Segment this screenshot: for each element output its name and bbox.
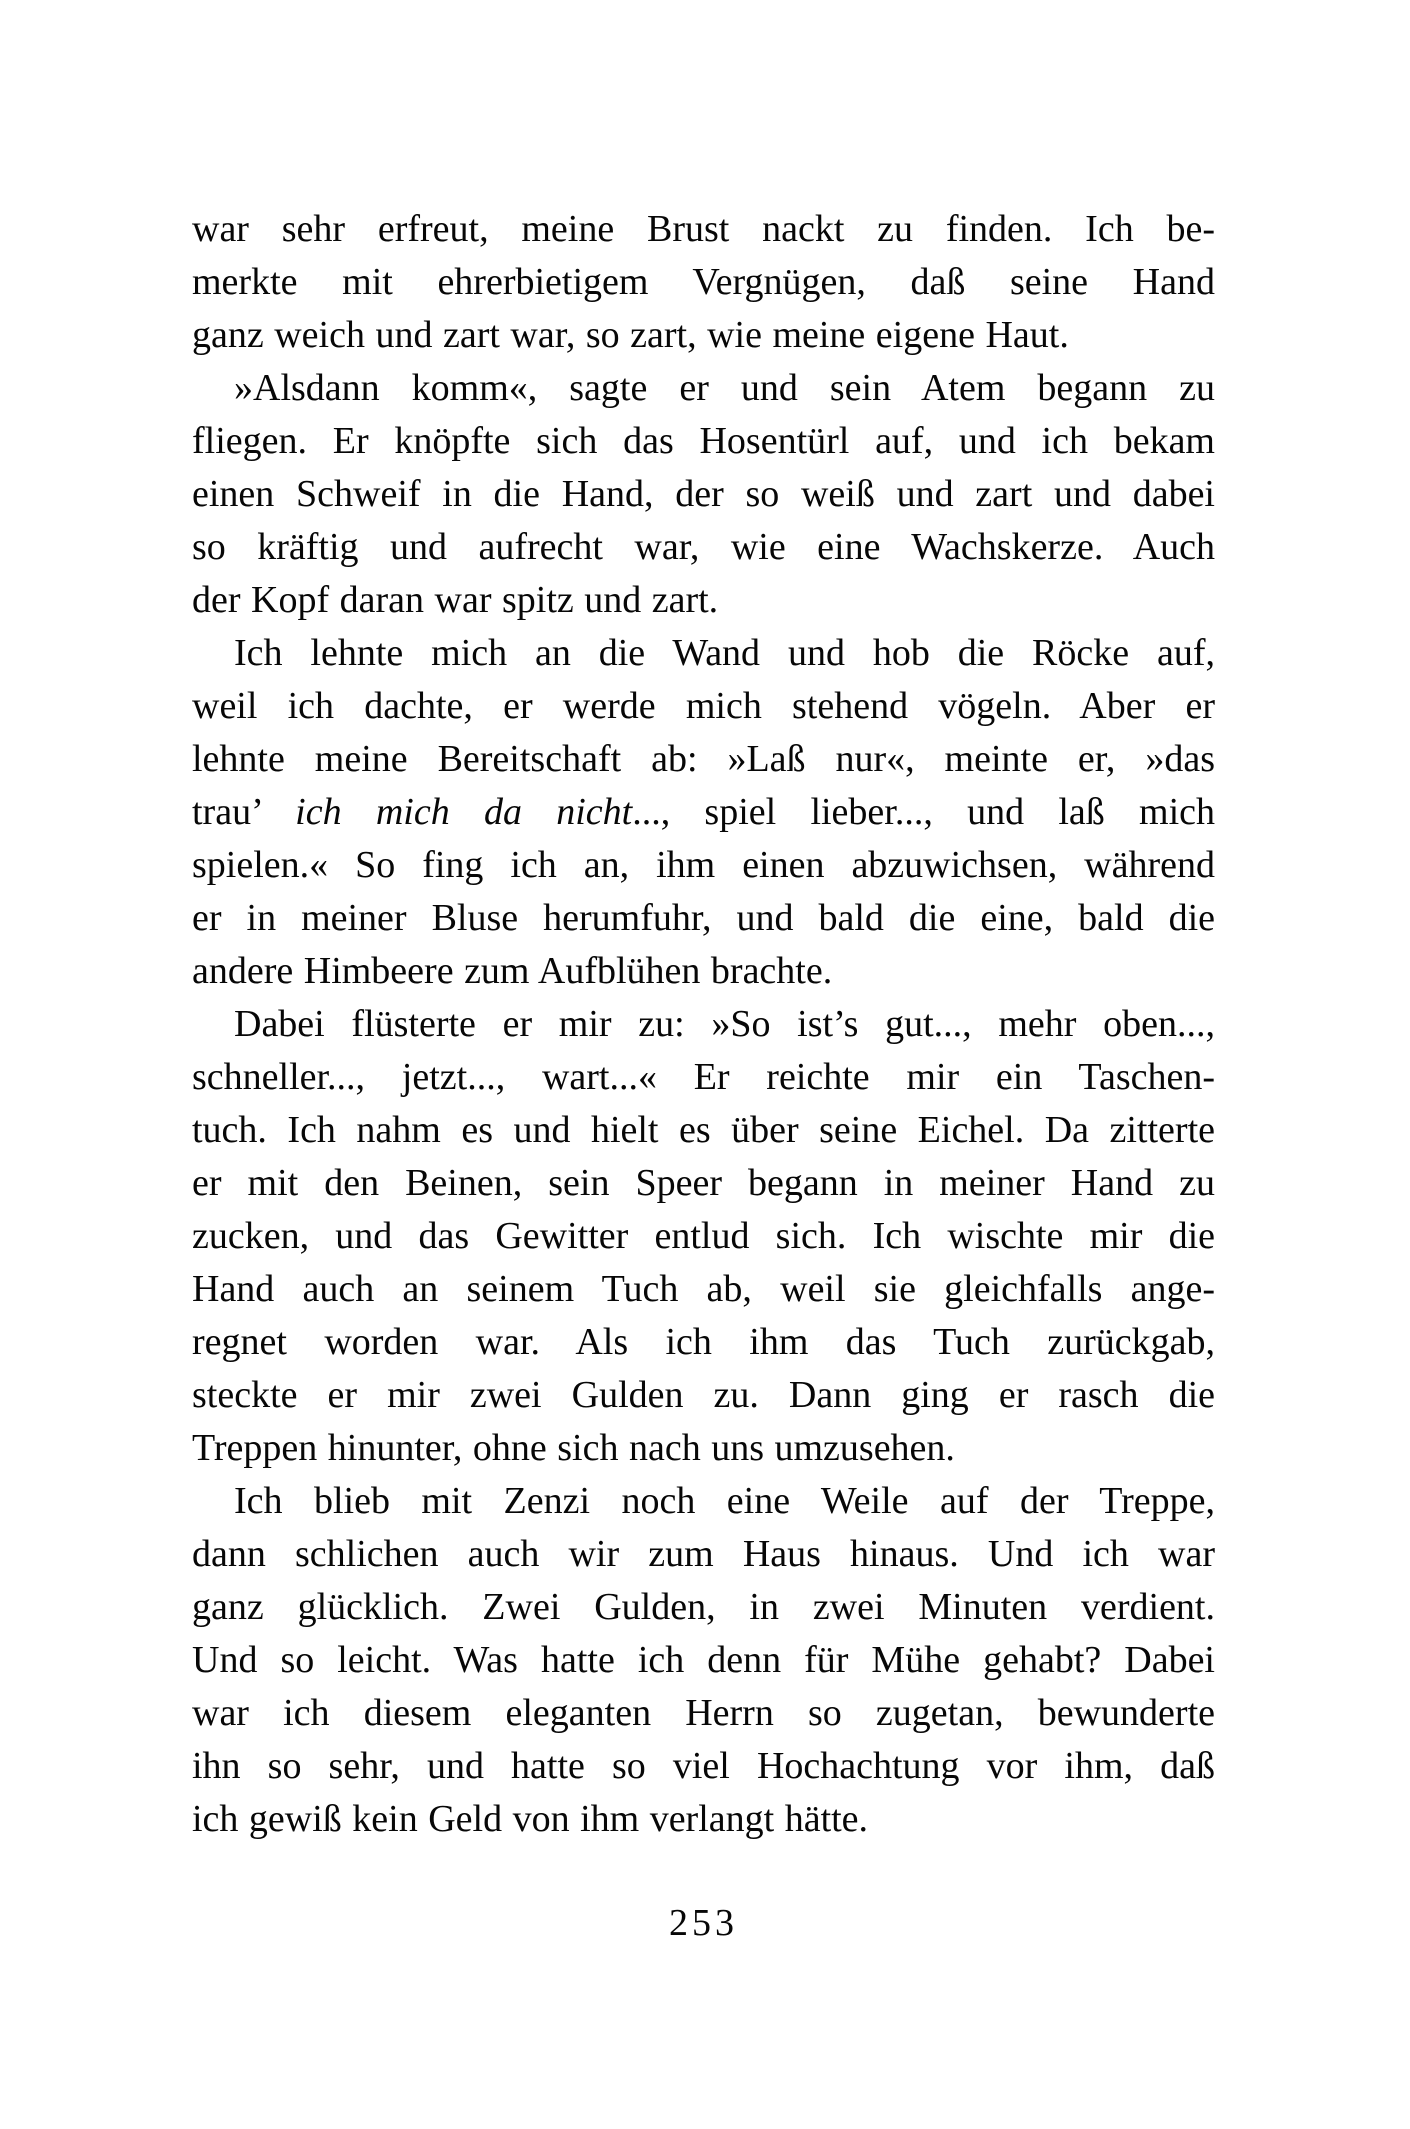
text-segment: Ich blieb mit Zenzi noch eine Weile auf der Treppe, xyxy=(234,1480,1215,1522)
text-segment: tuch. Ich nahm es und hielt es über seine Eichel. Da zitterte xyxy=(192,1109,1215,1151)
text-line xyxy=(192,1740,1215,1793)
text-line xyxy=(192,1422,1215,1475)
text-line xyxy=(192,256,1215,309)
text-segment: steckte er mir zwei Gulden zu. Dann ging er rasch die xyxy=(192,1374,1215,1416)
text-line xyxy=(192,786,1215,839)
text-segment: zucken, und das Gewitter entlud sich. Ich wischte mir die xyxy=(192,1215,1215,1257)
text-segment: regnet worden war. Als ich ihm das Tuch zurückgab, xyxy=(192,1321,1215,1363)
text-line xyxy=(192,1210,1215,1263)
text-line xyxy=(192,1157,1215,1210)
text-segment: ..., spiel lieber..., und laß mich xyxy=(632,791,1215,833)
text-segment: ihn so sehr, und hatte so viel Hochachtung vor ihm, daß xyxy=(192,1745,1215,1787)
text-line xyxy=(192,1528,1215,1581)
text-segment: Dabei flüsterte er mir zu: »So ist’s gut..., mehr oben..., xyxy=(234,1003,1215,1045)
text-line xyxy=(192,945,1215,998)
text-line xyxy=(192,1316,1215,1369)
text-line xyxy=(192,1263,1215,1316)
text-segment: dann schlichen auch wir zum Haus hinaus. Und ich war xyxy=(192,1533,1215,1575)
italic-text-segment: ich mich da nicht xyxy=(295,791,633,833)
text-segment: spielen.« So fing ich an, ihm einen abzuwichsen, während xyxy=(192,844,1215,886)
text-line xyxy=(192,1793,1215,1846)
text-line xyxy=(192,998,1215,1051)
text-segment: er mit den Beinen, sein Speer begann in meiner Hand zu xyxy=(192,1162,1215,1204)
text-segment: ganz glücklich. Zwei Gulden, in zwei Minuten verdient. xyxy=(192,1586,1215,1628)
text-line xyxy=(192,309,1215,362)
text-line xyxy=(192,680,1215,733)
text-segment: so kräftig und aufrecht war, wie eine Wachskerze. Auch xyxy=(192,526,1215,568)
text-segment: war ich diesem eleganten Herrn so zugetan, bewunderte xyxy=(192,1692,1215,1734)
text-segment: merkte mit ehrerbietigem Vergnügen, daß seine Hand xyxy=(192,261,1215,303)
text-segment: »Alsdann komm«, sagte er und sein Atem begann zu xyxy=(234,367,1215,409)
text-segment: der Kopf daran war spitz und zart. xyxy=(192,579,719,621)
text-line xyxy=(192,1581,1215,1634)
text-segment: einen Schweif in die Hand, der so weiß und zart und dabei xyxy=(192,473,1215,515)
text-segment: schneller..., jetzt..., wart...« Er reichte mir ein Taschen- xyxy=(192,1056,1215,1098)
text-segment: Ich lehnte mich an die Wand und hob die Röcke auf, xyxy=(234,632,1215,674)
text-segment: ich gewiß kein Geld von ihm verlangt hätte. xyxy=(192,1798,869,1840)
text-line xyxy=(192,468,1215,521)
text-segment: andere Himbeere zum Aufblühen brachte. xyxy=(192,950,833,992)
text-line xyxy=(192,1369,1215,1422)
text-line xyxy=(192,1475,1215,1528)
text-line xyxy=(192,362,1215,415)
text-line xyxy=(192,892,1215,945)
text-line xyxy=(192,574,1215,627)
page-text xyxy=(192,203,1215,1846)
text-line xyxy=(192,1051,1215,1104)
text-line xyxy=(192,627,1215,680)
text-segment: trau’ xyxy=(192,791,296,833)
text-line xyxy=(192,203,1215,256)
text-segment: er in meiner Bluse herumfuhr, und bald die eine, bald die xyxy=(192,897,1215,939)
text-line xyxy=(192,1104,1215,1157)
text-line xyxy=(192,1634,1215,1687)
text-segment: Treppen hinunter, ohne sich nach uns umzusehen. xyxy=(192,1427,955,1469)
text-segment: fliegen. Er knöpfte sich das Hosentürl auf, und ich bekam xyxy=(192,420,1215,462)
text-line xyxy=(192,1687,1215,1740)
text-segment: Und so leicht. Was hatte ich denn für Mühe gehabt? Dabei xyxy=(192,1639,1215,1681)
text-line xyxy=(192,415,1215,468)
text-segment: Hand auch an seinem Tuch ab, weil sie gleichfalls ange- xyxy=(192,1268,1215,1310)
page-number: 253 xyxy=(669,1902,738,1944)
text-segment: lehnte meine Bereitschaft ab: »Laß nur«, meinte er, »das xyxy=(192,738,1215,780)
text-segment: ganz weich und zart war, so zart, wie meine eigene Haut. xyxy=(192,314,1069,356)
text-line xyxy=(192,839,1215,892)
text-segment: weil ich dachte, er werde mich stehend vögeln. Aber er xyxy=(192,685,1215,727)
text-segment: war sehr erfreut, meine Brust nackt zu finden. Ich be- xyxy=(192,208,1215,250)
text-line xyxy=(192,733,1215,786)
text-line xyxy=(192,521,1215,574)
